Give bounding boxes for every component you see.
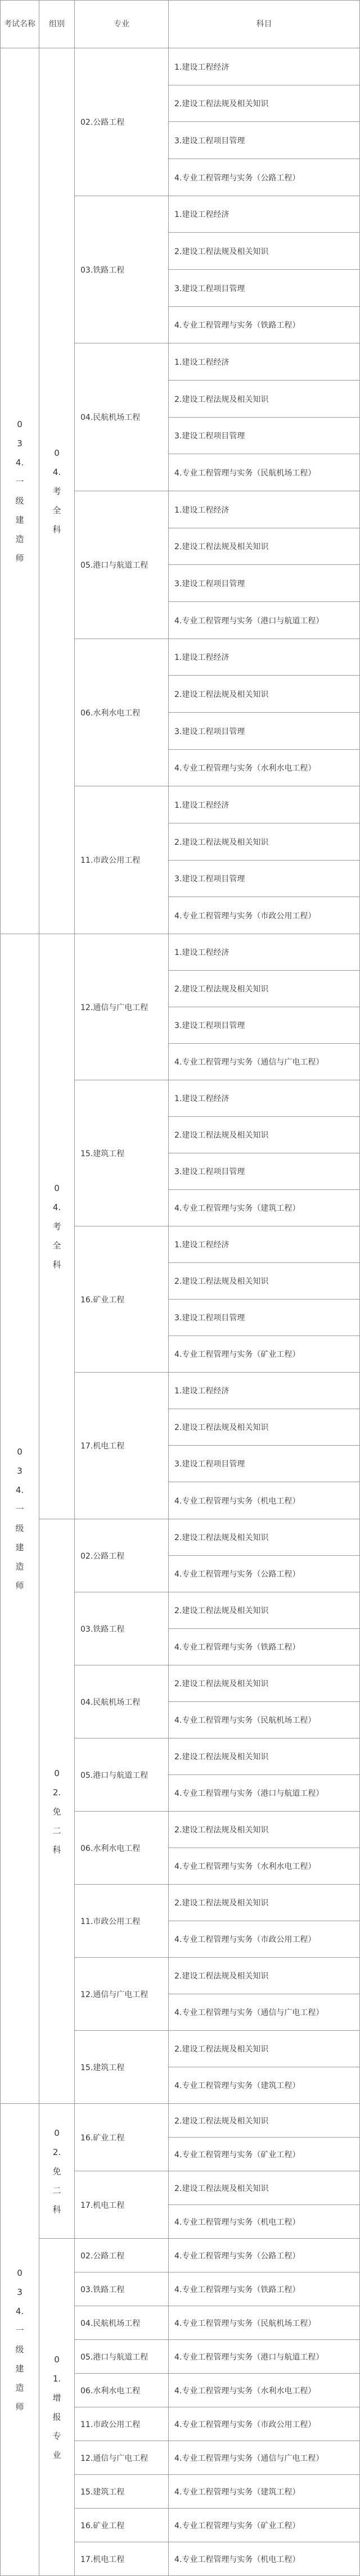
subject-cell: 2.建设工程法规及相关知识 [169, 823, 360, 861]
subject-cell: 4.专业工程管理与实务（机电工程） [169, 2205, 360, 2239]
major-cell: 17.机电工程 [75, 2171, 169, 2239]
subject-cell: 2.建设工程法规及相关知识 [169, 1519, 360, 1556]
subject-cell: 4.专业工程管理与实务（水利水电工程） [169, 750, 360, 786]
subject-cell: 3.建设工程项目管理 [169, 122, 360, 159]
subject-cell: 4.专业工程管理与实务（矿业工程） [169, 2138, 360, 2171]
subject-cell: 4.专业工程管理与实务（公路工程） [169, 1556, 360, 1592]
major-cell: 11.市政公用工程 [75, 786, 169, 934]
exam-name-cell [0, 934, 39, 2104]
major-cell: 12.通信与广电工程 [75, 1958, 169, 2031]
subject-cell: 4.专业工程管理与实务（通信与广电工程） [169, 1044, 360, 1080]
major-cell: 04.民航机场工程 [75, 343, 169, 491]
group-cell [39, 48, 75, 934]
major-cell: 05.港口与航道工程 [75, 491, 169, 639]
header-group: 组别 [39, 0, 75, 48]
subject-cell: 1.建设工程经济 [169, 196, 360, 233]
major-cell: 05.港口与航道工程 [75, 1739, 169, 1812]
subject-cell: 1.建设工程经济 [169, 1226, 360, 1263]
subject-cell: 2.建设工程法规及相关知识 [169, 233, 360, 270]
subject-cell: 2.建设工程法规及相关知识 [169, 2104, 360, 2138]
subject-cell: 2.建设工程法规及相关知识 [169, 971, 360, 1007]
exam-name-cell-label: 034.一级建造师 [15, 2267, 24, 2412]
subject-cell: 3.建设工程项目管理 [169, 270, 360, 307]
subject-cell: 4.专业工程管理与实务（机电工程） [169, 2542, 360, 2576]
major-cell: 04.民航机场工程 [75, 2306, 169, 2340]
subject-cell: 2.建设工程法规及相关知识 [169, 1592, 360, 1629]
subject-cell: 1.建设工程经济 [169, 639, 360, 676]
subject-cell: 4.专业工程管理与实务（铁路工程） [169, 307, 360, 343]
subject-cell: 2.建设工程法规及相关知识 [169, 2031, 360, 2067]
subject-cell: 1.建设工程经济 [169, 1373, 360, 1409]
subject-cell: 2.建设工程法规及相关知识 [169, 1263, 360, 1300]
group-cell-label: 02.免二科 [52, 1768, 61, 1855]
exam-name-cell [0, 2104, 39, 2576]
subject-cell: 4.专业工程管理与实务（港口与航道工程） [169, 2340, 360, 2374]
major-cell: 11.市政公用工程 [75, 2407, 169, 2441]
subject-cell: 4.专业工程管理与实务（公路工程） [169, 159, 360, 196]
group-cell [39, 1519, 75, 2104]
subject-cell: 1.建设工程经济 [169, 343, 360, 381]
subject-cell: 3.建设工程项目管理 [169, 565, 360, 602]
subject-cell: 2.建设工程法规及相关知识 [169, 1665, 360, 1702]
group-cell [39, 2104, 75, 2239]
subject-cell: 4.专业工程管理与实务（水利水电工程） [169, 2374, 360, 2407]
subject-cell: 4.专业工程管理与实务（市政公用工程） [169, 2407, 360, 2441]
subject-cell: 2.建设工程法规及相关知识 [169, 676, 360, 713]
major-cell: 06.水利水电工程 [75, 1812, 169, 1885]
subject-cell: 2.建设工程法规及相关知识 [169, 528, 360, 565]
major-cell: 06.水利水电工程 [75, 639, 169, 786]
subject-cell: 4.专业工程管理与实务（通信与广电工程） [169, 2441, 360, 2475]
subject-cell: 3.建设工程项目管理 [169, 713, 360, 750]
subject-cell: 4.专业工程管理与实务（水利水电工程） [169, 1848, 360, 1885]
major-cell: 03.铁路工程 [75, 2272, 169, 2306]
major-cell: 05.港口与航道工程 [75, 2340, 169, 2374]
subject-cell: 3.建设工程项目管理 [169, 861, 360, 897]
group-cell [39, 934, 75, 1519]
major-cell: 17.机电工程 [75, 1373, 169, 1519]
subject-cell: 4.专业工程管理与实务（建筑工程） [169, 2475, 360, 2509]
subject-cell: 1.建设工程经济 [169, 491, 360, 528]
subject-cell: 1.建设工程经济 [169, 786, 360, 823]
subject-cell: 4.专业工程管理与实务（港口与航道工程） [169, 1775, 360, 1812]
subject-cell: 4.专业工程管理与实务（建筑工程） [169, 2067, 360, 2104]
subject-cell: 1.建设工程经济 [169, 48, 360, 85]
subject-cell: 4.专业工程管理与实务（矿业工程） [169, 2509, 360, 2542]
subject-cell: 2.建设工程法规及相关知识 [169, 1117, 360, 1153]
subject-cell: 3.建设工程项目管理 [169, 1300, 360, 1336]
subject-cell: 3.建设工程项目管理 [169, 1153, 360, 1190]
major-cell: 02.公路工程 [75, 48, 169, 196]
major-cell: 15.建筑工程 [75, 2031, 169, 2104]
major-cell: 03.铁路工程 [75, 196, 169, 343]
major-cell: 15.建筑工程 [75, 2475, 169, 2509]
subject-cell: 4.专业工程管理与实务（公路工程） [169, 2239, 360, 2272]
subject-cell: 4.专业工程管理与实务（机电工程） [169, 1482, 360, 1519]
exam-name-cell [0, 48, 39, 934]
subject-cell: 2.建设工程法规及相关知识 [169, 85, 360, 122]
major-cell: 17.机电工程 [75, 2542, 169, 2576]
subject-cell: 1.建设工程经济 [169, 934, 360, 971]
subject-cell: 3.建设工程项目管理 [169, 418, 360, 454]
major-cell: 16.矿业工程 [75, 2104, 169, 2171]
subject-cell: 2.建设工程法规及相关知识 [169, 1958, 360, 1994]
group-cell-label: 01.增报专业 [52, 2354, 61, 2460]
group-cell-label: 02.免二科 [52, 2127, 61, 2215]
subject-cell: 4.专业工程管理与实务（港口与航道工程） [169, 602, 360, 639]
subject-cell: 4.专业工程管理与实务（矿业工程） [169, 1336, 360, 1373]
major-cell: 15.建筑工程 [75, 1080, 169, 1226]
major-cell: 03.铁路工程 [75, 1592, 169, 1665]
subject-cell: 3.建设工程项目管理 [169, 1446, 360, 1482]
header-exam-name: 考试名称 [0, 0, 39, 48]
subject-cell: 2.建设工程法规及相关知识 [169, 381, 360, 418]
subject-cell: 4.专业工程管理与实务（市政公用工程） [169, 1921, 360, 1958]
subject-cell: 4.专业工程管理与实务（民航机场工程） [169, 454, 360, 491]
subject-cell: 4.专业工程管理与实务（铁路工程） [169, 1629, 360, 1665]
subject-cell: 4.专业工程管理与实务（铁路工程） [169, 2272, 360, 2306]
group-cell [39, 2239, 75, 2576]
major-cell: 16.矿业工程 [75, 1226, 169, 1373]
subject-cell: 1.建设工程经济 [169, 1080, 360, 1117]
major-cell: 04.民航机场工程 [75, 1665, 169, 1739]
subject-cell: 4.专业工程管理与实务（市政公用工程） [169, 897, 360, 934]
header-major: 专业 [75, 0, 169, 48]
major-cell: 16.矿业工程 [75, 2509, 169, 2542]
subject-cell: 2.建设工程法规及相关知识 [169, 1885, 360, 1921]
subject-cell: 4.专业工程管理与实务（民航机场工程） [169, 2306, 360, 2340]
subject-cell: 2.建设工程法规及相关知识 [169, 1812, 360, 1848]
exam-name-cell-label: 034.一级建造师 [15, 1447, 24, 1591]
subject-cell: 3.建设工程项目管理 [169, 1007, 360, 1044]
major-cell: 11.市政公用工程 [75, 1885, 169, 1958]
major-cell: 02.公路工程 [75, 2239, 169, 2272]
subject-cell: 4.专业工程管理与实务（民航机场工程） [169, 1702, 360, 1739]
major-cell: 12.通信与广电工程 [75, 2441, 169, 2475]
header-subject: 科目 [169, 0, 360, 48]
group-cell-label: 04.考全科 [52, 447, 61, 535]
subject-cell: 4.专业工程管理与实务（通信与广电工程） [169, 1994, 360, 2031]
major-cell: 06.水利水电工程 [75, 2374, 169, 2407]
major-cell: 12.通信与广电工程 [75, 934, 169, 1080]
group-cell-label: 04.考全科 [52, 1183, 61, 1270]
subject-cell: 4.专业工程管理与实务（建筑工程） [169, 1190, 360, 1226]
subject-cell: 2.建设工程法规及相关知识 [169, 1739, 360, 1775]
major-cell: 02.公路工程 [75, 1519, 169, 1592]
exam-name-cell-label: 034.一级建造师 [15, 419, 24, 563]
subject-cell: 2.建设工程法规及相关知识 [169, 1409, 360, 1446]
subject-cell: 2.建设工程法规及相关知识 [169, 2171, 360, 2205]
